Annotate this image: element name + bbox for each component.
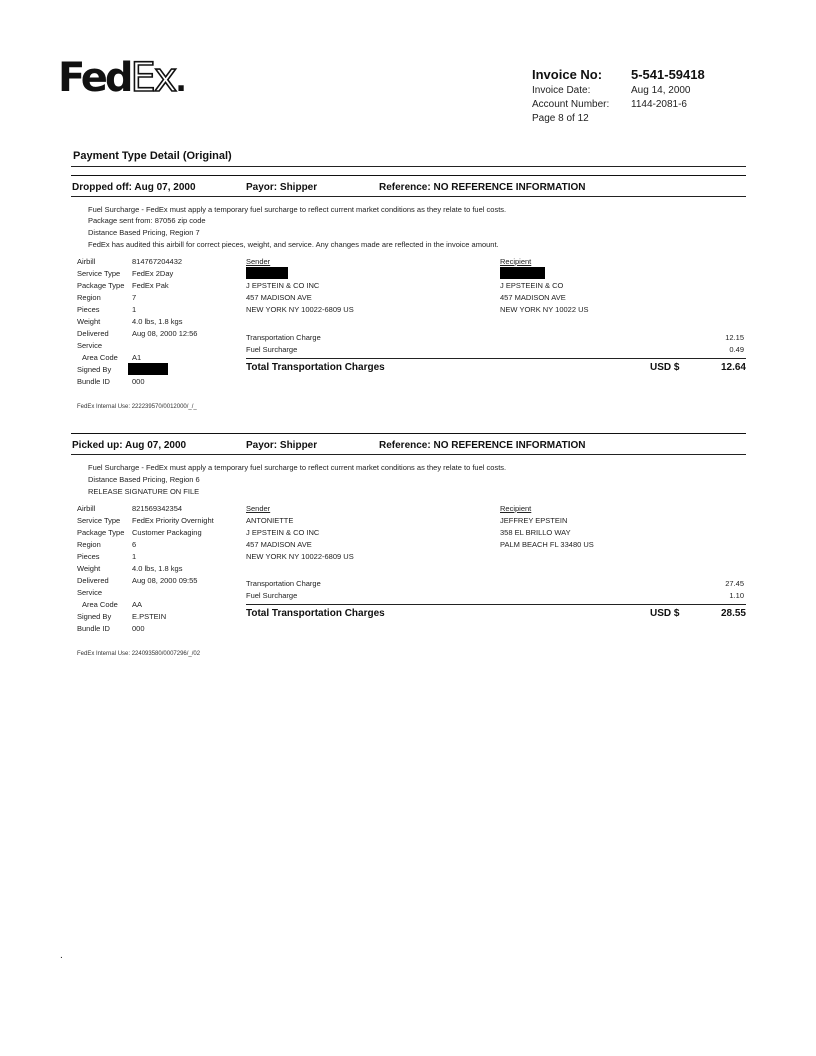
area-code-value: AA: [132, 600, 143, 609]
sender-line: NEW YORK NY 10022-6809 US: [246, 305, 354, 314]
recipient-line: 457 MADISON AVE: [500, 293, 566, 302]
service-type-value: FedEx Priority Overnight: [132, 516, 214, 525]
airbill-value: 821569342354: [132, 504, 183, 513]
service-type-label: Service Type: [77, 269, 121, 278]
region-value: 6: [132, 540, 137, 549]
internal-use-note: FedEx Internal Use: 224093580/0007296/_/02: [77, 651, 201, 657]
charges-rule: [246, 358, 746, 359]
weight-label: Weight: [77, 564, 101, 573]
redacted-signature: [128, 363, 168, 375]
package-type-value: Customer Packaging: [132, 528, 202, 537]
area-code-label: Area Code: [82, 600, 118, 609]
section2-event: Picked up: Aug 07, 2000: [72, 440, 187, 451]
service-type-label: Service Type: [77, 516, 121, 525]
signed-by-label: Signed By: [77, 612, 112, 621]
redacted-recipient-name: [500, 267, 545, 279]
sender-line: 457 MADISON AVE: [246, 293, 312, 302]
charge-label: Fuel Surcharge: [246, 345, 298, 354]
total-amount: 12.64: [720, 362, 746, 373]
stray-mark: .: [60, 950, 63, 961]
charge-amount: 1.10: [729, 591, 744, 600]
charge-amount: 0.49: [729, 345, 744, 354]
area-code-label: Area Code: [82, 353, 118, 362]
signed-by-value: E.PSTEIN: [132, 612, 167, 621]
page-number: Page 8 of 12: [532, 113, 589, 124]
section2-reference: Reference: NO REFERENCE INFORMATION: [379, 440, 586, 451]
sender-line: NEW YORK NY 10022-6809 US: [246, 552, 354, 561]
airbill-label: Airbill: [77, 504, 96, 513]
section2-note: Fuel Surcharge - FedEx must apply a temporary fuel surcharge to reflect current market conditions as they relate to fuel costs.: [88, 463, 507, 472]
airbill-value: 814767204432: [132, 257, 183, 266]
recipient-line: PALM BEACH FL 33480 US: [500, 540, 594, 549]
section2-note: RELEASE SIGNATURE ON FILE: [88, 487, 200, 496]
airbill-label: Airbill: [77, 257, 96, 266]
charges-rule: [246, 604, 746, 605]
section1-payor: Payor: Shipper: [246, 182, 318, 193]
service-label: Service: [77, 588, 103, 597]
invoice-no-value: 5-541-59418: [631, 67, 705, 82]
recipient-heading: Recipient: [500, 257, 532, 266]
bundle-id-label: Bundle ID: [77, 624, 110, 633]
weight-value: 4.0 lbs, 1.8 kgs: [132, 317, 183, 326]
section2-top-rule: [71, 433, 746, 434]
recipient-line: J EPSTEEIN & CO: [500, 281, 564, 290]
total-amount: 28.55: [720, 608, 746, 619]
charge-label: Transportation Charge: [246, 333, 321, 342]
package-type-label: Package Type: [77, 528, 125, 537]
section2-payor: Payor: Shipper: [246, 440, 318, 451]
redacted-sender-name: [246, 267, 288, 279]
delivered-value: Aug 08, 2000 12:56: [132, 329, 198, 338]
fedex-logo: [58, 56, 184, 104]
delivered-label: Delivered: [77, 576, 109, 585]
internal-use-note: FedEx Internal Use: 222239570/0012000/_/_: [77, 404, 197, 410]
charge-label: Fuel Surcharge: [246, 591, 298, 600]
recipient-heading: Recipient: [500, 504, 532, 513]
delivered-label: Delivered: [77, 329, 109, 338]
currency-label: USD $: [650, 608, 680, 619]
pieces-value: 1: [132, 552, 137, 561]
package-type-label: Package Type: [77, 281, 125, 290]
charge-label: Transportation Charge: [246, 579, 321, 588]
region-label: Region: [77, 293, 101, 302]
region-value: 7: [132, 293, 137, 302]
logo-fed-text: Fed: [58, 55, 131, 101]
section2-head-rule: [71, 454, 746, 455]
section1-note: Package sent from: 87056 zip code: [88, 216, 206, 225]
page-title: Payment Type Detail (Original): [73, 150, 232, 162]
package-type-value: FedEx Pak: [132, 281, 169, 290]
charge-amount: 27.45: [725, 579, 744, 588]
recipient-line: JEFFREY EPSTEIN: [500, 516, 568, 525]
section1-head-rule: [71, 196, 746, 197]
sender-line: J EPSTEIN & CO INC: [246, 281, 320, 290]
account-number-label: Account Number:: [532, 99, 610, 110]
section1-reference: Reference: NO REFERENCE INFORMATION: [379, 182, 586, 193]
bundle-id-value: 000: [132, 624, 145, 633]
pieces-label: Pieces: [77, 305, 100, 314]
section1-note: FedEx has audited this airbill for correct pieces, weight, and service. Any changes made are reflected in the invoice amount.: [88, 240, 499, 249]
sender-line: 457 MADISON AVE: [246, 540, 312, 549]
currency-label: USD $: [650, 362, 680, 373]
bundle-id-label: Bundle ID: [77, 377, 110, 386]
charge-amount: 12.15: [725, 333, 744, 342]
section1-top-rule: [71, 175, 746, 176]
sender-heading: Sender: [246, 257, 271, 266]
area-code-value: A1: [132, 353, 142, 362]
title-rule: [71, 166, 746, 167]
signed-by-label: Signed By: [77, 365, 112, 374]
section2-note: Distance Based Pricing, Region 6: [88, 475, 200, 484]
account-number-value: 1144-2081-6: [631, 99, 687, 110]
pieces-value: 1: [132, 305, 137, 314]
section1-note: Fuel Surcharge - FedEx must apply a temporary fuel surcharge to reflect current market conditions as they relate to fuel costs.: [88, 205, 507, 214]
section1-event: Dropped off: Aug 07, 2000: [72, 182, 196, 193]
invoice-date-label: Invoice Date:: [532, 85, 591, 96]
recipient-line: NEW YORK NY 10022 US: [500, 305, 589, 314]
total-label: Total Transportation Charges: [246, 608, 385, 619]
delivered-value: Aug 08, 2000 09:55: [132, 576, 198, 585]
sender-line: J EPSTEIN & CO INC: [246, 528, 320, 537]
service-type-value: FedEx 2Day: [132, 269, 174, 278]
invoice-date-value: Aug 14, 2000: [631, 85, 691, 96]
total-label: Total Transportation Charges: [246, 362, 385, 373]
logo-ex-text: Ex: [130, 55, 176, 101]
logo-dot: .: [175, 64, 184, 99]
recipient-line: 358 EL BRILLO WAY: [500, 528, 571, 537]
sender-heading: Sender: [246, 504, 271, 513]
invoice-no-label: Invoice No:: [532, 67, 603, 82]
weight-label: Weight: [77, 317, 101, 326]
weight-value: 4.0 lbs, 1.8 kgs: [132, 564, 183, 573]
pieces-label: Pieces: [77, 552, 100, 561]
sender-line: ANTONIETTE: [246, 516, 294, 525]
section1-note: Distance Based Pricing, Region 7: [88, 228, 200, 237]
service-label: Service: [77, 341, 103, 350]
bundle-id-value: 000: [132, 377, 145, 386]
region-label: Region: [77, 540, 101, 549]
